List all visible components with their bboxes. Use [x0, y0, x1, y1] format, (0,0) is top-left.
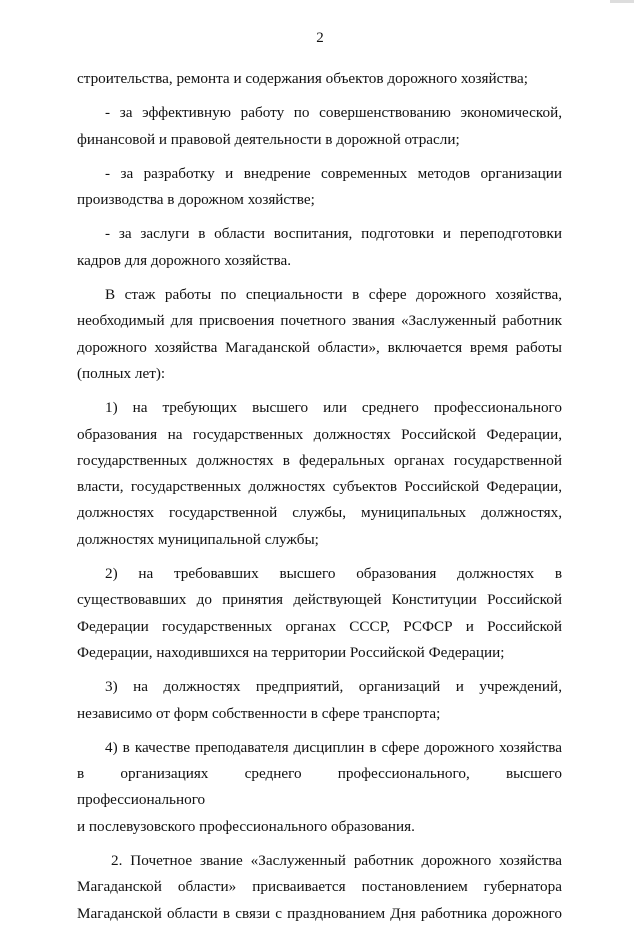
text-line: в организациях среднего профессионального, высшего профессионального: [77, 765, 562, 809]
text-line: кадров для дорожного хозяйства.: [77, 251, 292, 269]
text-line: власти, государственных должностях субъектов Российской Федерации,: [77, 478, 562, 496]
paragraph: [77, 161, 562, 214]
paragraph: [77, 221, 562, 274]
text-line: 3) на должностях предприятий, организаций и учреждений,: [105, 678, 562, 696]
text-line: - за эффективную работу по совершенствованию экономической,: [105, 104, 562, 122]
text-line: 4) в качестве преподавателя дисциплин в сфере дорожного хозяйства: [105, 738, 562, 756]
paragraph: [77, 674, 562, 727]
paragraph: [77, 735, 562, 840]
text-line: (полных лет):: [77, 364, 166, 382]
document-body: [77, 66, 562, 927]
text-line: образования на государственных должностях Российской Федерации,: [77, 425, 562, 443]
paragraph: [77, 100, 562, 153]
text-line: финансовой и правовой деятельности в дорожной отрасли;: [77, 130, 460, 148]
text-line: существовавших до принятия действующей Конституции Российской: [77, 591, 562, 609]
text-line: должностях муниципальной службы;: [77, 530, 319, 548]
text-line: и послевузовского профессионального образования.: [77, 817, 415, 835]
scan-corner-mark: [610, 0, 634, 3]
text-line: Магаданской области в связи с празднованием Дня работника дорожного: [77, 904, 562, 922]
text-line: дорожного хозяйства Магаданской области», включается время работы: [77, 338, 562, 356]
text-line: В стаж работы по специальности в сфере дорожного хозяйства,: [105, 286, 562, 304]
text-line: - за заслуги в области воспитания, подготовки и переподготовки: [105, 225, 562, 243]
page-number: 2: [316, 30, 324, 46]
paragraph: [77, 395, 562, 553]
text-line: 1) на требующих высшего или среднего профессионального: [105, 399, 562, 417]
text-line: Магаданской области» присваивается постановлением губернатора: [77, 878, 562, 896]
text-line: государственных должностях в федеральных органах государственной: [77, 451, 562, 469]
paragraph: [77, 561, 562, 666]
text-line: - за разработку и внедрение современных методов организации: [105, 164, 562, 182]
text-line: необходимый для присвоения почетного звания «Заслуженный работник: [77, 312, 562, 330]
text-line: Федерации, находившихся на территории Российской Федерации;: [77, 643, 505, 661]
text-line: должностях государственной службы, муниципальных должностях,: [77, 504, 562, 522]
paragraph: [77, 66, 562, 92]
text-line: 2. Почетное звание «Заслуженный работник дорожного хозяйства: [111, 852, 562, 870]
text-line: производства в дорожном хозяйстве;: [77, 191, 315, 209]
text-line: Федерации государственных органах СССР, РСФСР и Российской: [77, 617, 562, 635]
paragraph: [77, 848, 562, 927]
text-line: независимо от форм собственности в сфере транспорта;: [77, 704, 441, 722]
text-line: 2) на требовавших высшего образования должностях в: [105, 565, 562, 583]
text-line: строительства, ремонта и содержания объектов дорожного хозяйства;: [77, 70, 528, 87]
paragraph: [77, 282, 562, 387]
